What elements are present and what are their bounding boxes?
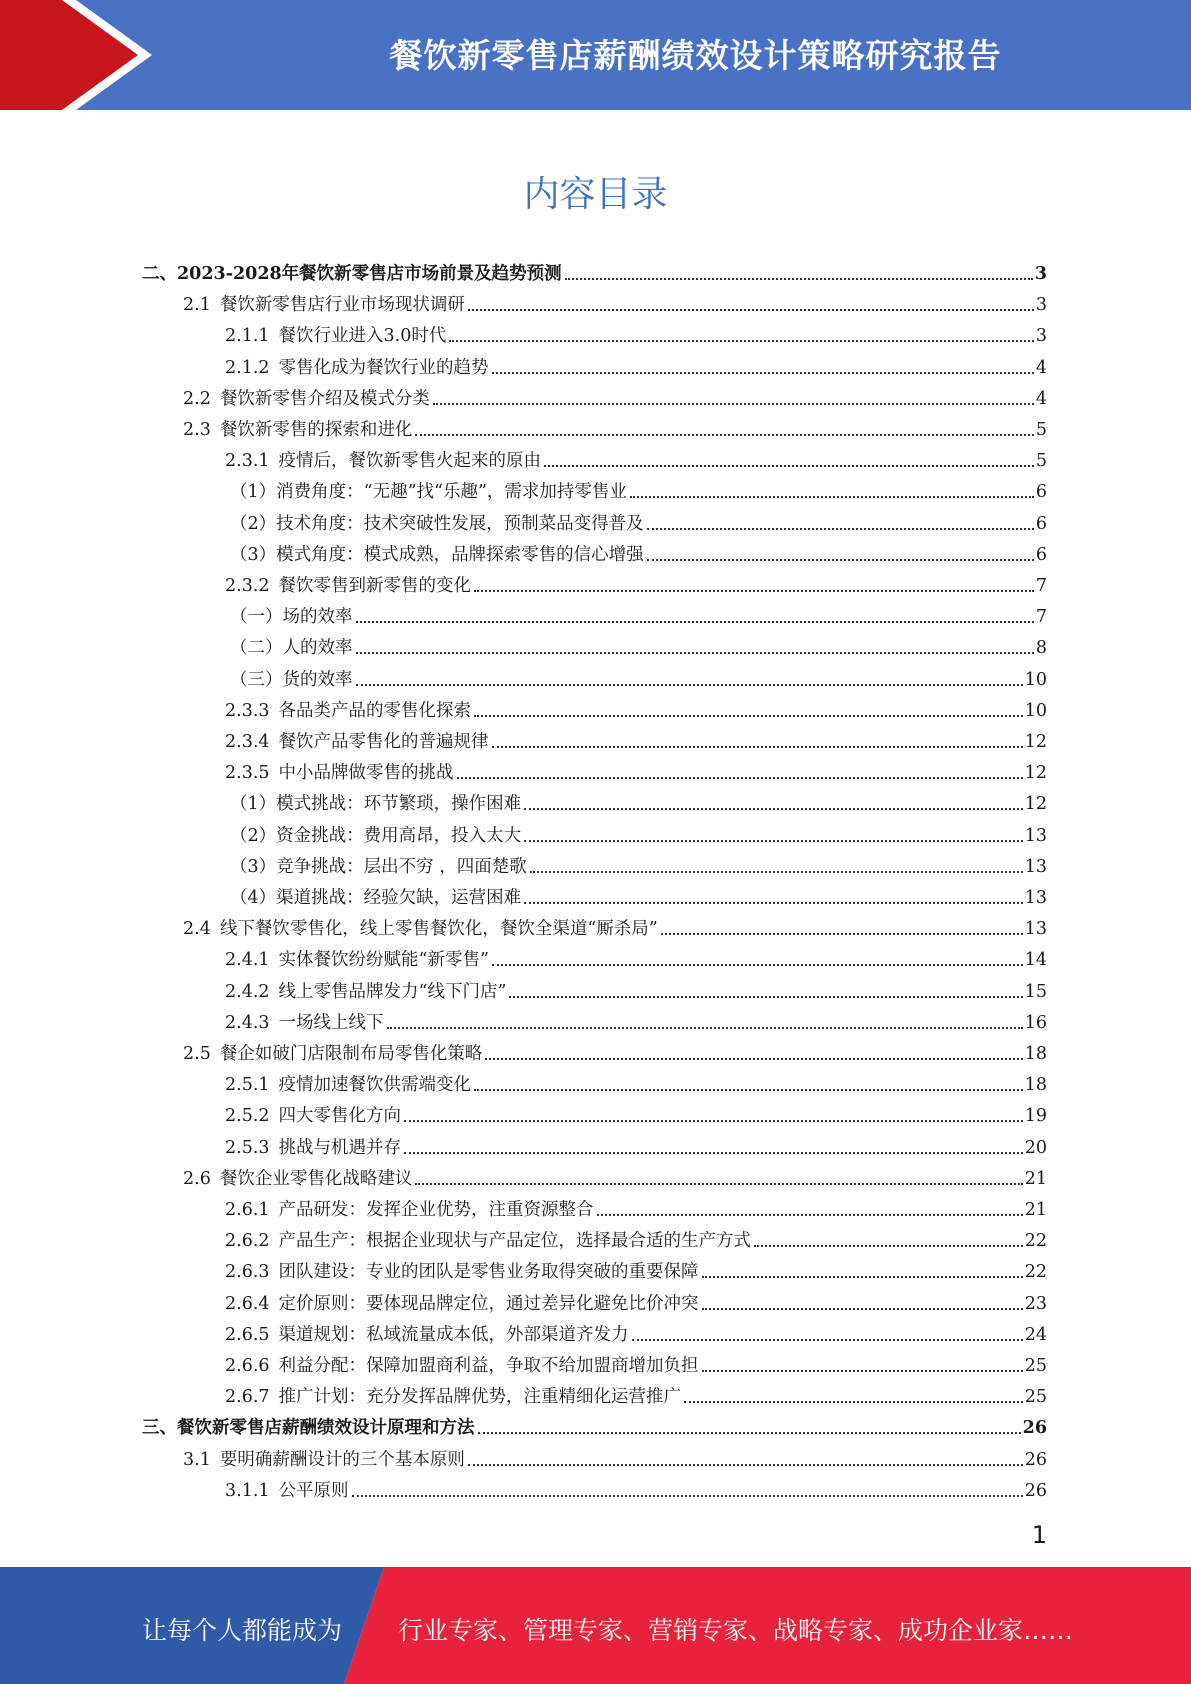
toc-entry-page: 5 [1035,451,1047,472]
toc-entry-number: 2.6.6 [225,1356,270,1376]
toc-entry-number: 2.6.5 [225,1324,270,1345]
toc-entry-text: 要明确薪酬设计的三个基本原则 [219,1449,465,1470]
toc-entry-label [225,1230,751,1252]
toc-entry[interactable] [183,379,1047,410]
toc-entry[interactable] [225,1252,1047,1283]
toc-entry-page: 10 [1024,669,1047,690]
toc-entry-text: 餐饮新零售的探索和进化 [219,420,413,440]
toc-entry-page: 18 [1024,1075,1047,1096]
toc-entry-label [225,1293,699,1315]
toc-entry-page: 25 [1024,1356,1047,1376]
footer-slogan-right: 行业专家、管理专家、营销专家、战略专家、成功企业家…… [398,1616,1074,1645]
toc-entry-number: 2.6.1 [225,1200,270,1220]
toc-entry-label [230,606,353,628]
toc-entry-label [225,700,471,722]
toc-entry-number: 3.1 [183,1449,211,1470]
toc-entry-text: 三、餐饮新零售店薪酬绩效设计原理和方法 [142,1418,475,1439]
toc-dot-leader [352,1495,1023,1497]
toc-entry-label [183,1168,412,1190]
toc-entry-text: （2）资金挑战：费用高昂，投入太大 [230,825,522,846]
toc-entry-page: 19 [1024,1106,1047,1127]
toc-entry-label [225,357,489,379]
toc-entry-page: 7 [1035,607,1047,628]
toc-entry-label [225,1480,349,1502]
toc-entry-label [230,887,521,909]
toc-entry-text: 产品生产：根据企业现状与产品定位，选择最合适的生产方式 [278,1231,752,1252]
toc-entry-page: 15 [1024,981,1047,1002]
toc-entry[interactable] [225,1284,1047,1315]
report-title: 餐饮新零售店薪酬绩效设计策略研究报告 [389,36,1002,75]
toc-entry[interactable] [225,1315,1047,1346]
toc-entry-text: （3）竞争挑战：层出不穷 ，四面楚歌 [230,856,527,877]
toc-entry[interactable] [225,1471,1047,1502]
toc-entry-page: 10 [1024,700,1047,721]
toc-entry-text: 疫情加速餐饮供需端变化 [278,1075,472,1096]
toc-entry[interactable] [230,597,1047,628]
toc-entry[interactable] [230,660,1047,691]
toc-dot-leader [492,372,1034,374]
toc-entry-label [142,1417,475,1439]
toc-entry-number: 2.3.5 [225,763,270,784]
toc-dot-leader [632,1339,1023,1341]
toc-entry[interactable] [225,1346,1047,1377]
toc-entry-page: 21 [1024,1168,1047,1189]
toc-entry-label [225,949,489,971]
toc-entry-text: 餐饮产品零售化的普遍规律 [278,732,489,752]
toc-entry-label [225,1074,471,1096]
toc-dot-leader [630,496,1034,498]
toc-entry-number: 2.6 [183,1168,211,1189]
toc-dot-leader [478,1432,1021,1434]
toc-dot-leader [387,1027,1023,1029]
toc-entry-page: 22 [1024,1262,1047,1283]
toc-dot-leader [524,808,1023,810]
toc-entry[interactable] [230,878,1047,909]
toc-entry-text: （3）模式角度：模式成熟，品牌探索零售的信心增强 [230,544,644,565]
toc-entry[interactable] [183,285,1047,316]
toc-entry[interactable] [225,1003,1047,1034]
toc-entry-page: 3 [1034,264,1047,284]
toc-entry-label [225,450,541,472]
toc-entry-text: 线下餐饮零售化，线上零售餐饮化，餐饮全渠道“厮杀局” [219,919,658,940]
toc-entry-text: 公平原则 [278,1480,349,1501]
toc-dot-leader [485,1058,1022,1060]
toc-dot-leader [544,465,1034,467]
toc-entry-page: 12 [1024,732,1047,752]
toc-entry-number: 2.1.2 [225,357,270,378]
toc-entry-text: （4）渠道挑战：经验欠缺，运营困难 [230,888,522,908]
toc-entry-label [183,1043,482,1065]
toc-entry-label [225,762,454,784]
toc-dot-leader [404,1120,1023,1122]
toc-entry-text: 利益分配：保障加盟商利益，争取不给加盟商增加负担 [278,1356,699,1376]
toc-entry-label [183,918,658,940]
toc-entry[interactable] [225,940,1047,971]
toc-entry-text: 二、2023-2028年餐饮新零售店市场前景及趋势预测 [142,264,562,284]
toc-dot-leader [468,309,1034,311]
toc-entry-text: （二）人的效率 [230,638,353,659]
toc-entry[interactable] [225,1190,1047,1221]
toc-entry-number: 2.3.1 [225,451,270,472]
toc-entry-label [225,1105,401,1127]
toc-entry-page: 13 [1024,919,1047,940]
toc-entry-page: 4 [1035,357,1047,378]
toc-entry-number: 2.3.2 [225,576,270,596]
header-banner [0,0,1191,110]
toc-entry-label [225,575,471,597]
toc-entry-number: 2.5 [183,1044,211,1064]
toc-entry-number: 2.6.4 [225,1293,270,1314]
toc-entry-page: 6 [1035,544,1047,565]
toc-entry-number: 2.5.3 [225,1137,270,1158]
toc-entry[interactable] [230,847,1047,878]
toc-entry-number: 2.6.3 [225,1262,270,1283]
toc-entry-text: 中小品牌做零售的挑战 [278,763,454,784]
toc-entry-text: 餐饮新零售店行业市场现状调研 [219,295,465,316]
toc-entry-label [230,669,353,691]
toc-entry-text: 定价原则：要体现品牌定位，通过差异化避免比价冲突 [278,1293,699,1314]
toc-entry-label [225,731,489,753]
footer-banner [0,1567,1191,1684]
toc-dot-leader [415,1183,1022,1185]
toc-entry-label [230,637,353,659]
toc-entry-text: 推广计划：充分发挥品牌优势，注重精细化运营推广 [278,1387,682,1408]
toc-dot-leader [492,964,1023,966]
toc-entry-label [225,981,506,1003]
toc-entry-number: 2.4.3 [225,1012,270,1033]
toc-entry-text: 产品研发：发挥企业优势，注重资源整合 [278,1200,594,1220]
toc-entry-page: 13 [1024,825,1047,846]
toc-entry-page: 6 [1035,482,1047,503]
toc-dot-leader [702,1308,1023,1310]
toc-entry-text: 餐饮企业零售化战略建议 [219,1168,413,1189]
toc-entry-number: 2.3.4 [225,732,270,752]
header-arrow-decoration [0,0,160,110]
toc-entry-number: 2.5.2 [225,1106,270,1127]
toc-dot-leader [597,1214,1023,1216]
toc-entry-number: 2.6.2 [225,1231,270,1252]
toc-entry-text: 零售化成为餐饮行业的趋势 [278,357,489,378]
toc-dot-leader [684,1401,1023,1403]
toc-entry-number: 2.4.1 [225,950,270,971]
toc-dot-leader [702,1370,1023,1372]
toc-entry[interactable] [225,441,1047,472]
toc-dot-leader [404,1152,1023,1154]
toc-dot-leader [524,902,1023,904]
toc-entry-label [225,325,446,347]
toc-entry-label [183,1449,465,1471]
toc-entry-text: （1）模式挑战：环节繁琐，操作困难 [230,794,522,815]
toc-entry-text: （三）货的效率 [230,669,353,690]
toc-entry[interactable] [183,909,1047,940]
toc-entry-label [225,1261,699,1283]
toc-entry-page: 24 [1024,1324,1047,1345]
toc-dot-leader [433,403,1034,405]
toc-entry-text: 线上零售品牌发力“线下门店” [278,981,507,1002]
toc-entry-label [230,856,527,878]
toc-entry-page: 21 [1024,1200,1047,1220]
toc-entry-label [230,481,627,503]
toc-entry[interactable] [225,1221,1047,1252]
toc-entry-page: 16 [1024,1012,1047,1033]
toc-entry[interactable] [142,254,1047,285]
toc-entry-page: 3 [1035,326,1047,347]
toc-entry-number: 2.1.1 [225,326,270,347]
toc-entry-page: 7 [1035,576,1047,596]
toc-entry-label [225,1355,699,1377]
footer-slogan-left: 让每个人都能成为 [142,1616,343,1645]
toc-entry-text: 渠道规划：私域流量成本低，外部渠道齐发力 [278,1324,629,1345]
toc-dot-leader [565,278,1033,280]
toc-dot-leader [530,871,1023,873]
toc-entry-label [225,1199,594,1221]
toc-entry[interactable] [225,348,1047,379]
toc-entry[interactable] [225,1096,1047,1127]
toc-entry-page: 26 [1024,1480,1047,1501]
toc-dot-leader [754,1245,1023,1247]
toc-dot-leader [474,1089,1023,1091]
toc-entry[interactable] [225,1128,1047,1159]
toc-entry[interactable] [230,628,1047,659]
toc-entry-page: 26 [1024,1449,1047,1470]
toc-dot-leader [647,559,1034,561]
toc-entry-page: 3 [1035,295,1047,316]
toc-entry-number: 2.3.3 [225,700,270,721]
toc-entry-label [225,1386,681,1408]
toc-entry-page: 13 [1024,856,1047,877]
toc-entry[interactable] [225,1065,1047,1096]
toc-entry[interactable] [183,1159,1047,1190]
toc-entry-page: 13 [1024,888,1047,908]
toc-entry-number: 2.4.2 [225,981,270,1002]
toc-dot-leader [356,652,1034,654]
toc-entry-text: 疫情后，餐饮新零售火起来的原由 [278,451,542,472]
toc-dot-leader [474,715,1023,717]
toc-entry-label [183,388,430,410]
toc-entry[interactable] [225,566,1047,597]
toc-entry-text: （2）技术角度：技术突破性发展，预制菜品变得普及 [230,513,644,534]
toc-entry-text: （一）场的效率 [230,607,353,628]
toc-dot-leader [474,590,1034,592]
toc-entry-label [230,513,644,535]
toc-entry-label [225,1012,384,1034]
toc-entry[interactable] [225,1377,1047,1408]
toc-entry[interactable] [230,784,1047,815]
toc-entry-label [230,793,521,815]
toc-entry-text: 餐饮零售到新零售的变化 [278,576,472,596]
toc-entry-text: 实体餐饮纷纷赋能“新零售” [278,950,489,971]
toc-entry-page: 18 [1024,1044,1047,1064]
toc-entry-text: 团队建设：专业的团队是零售业务取得突破的重要保障 [278,1262,699,1283]
toc-entry-number: 2.5.1 [225,1075,270,1096]
toc-entry-page: 4 [1035,388,1047,409]
toc-entry-text: 四大零售化方向 [278,1106,402,1127]
toc-dot-leader [468,1464,1023,1466]
toc-dot-leader [661,933,1023,935]
toc-entry-label [142,263,562,285]
toc-dot-leader [509,996,1022,998]
toc-entry-label [225,1137,401,1159]
toc-entry[interactable] [230,535,1047,566]
toc-entry-number: 3.1.1 [225,1480,270,1501]
toc-entry-text: 餐饮行业进入3.0时代 [278,326,447,347]
toc-entry-label [183,419,412,441]
toc-entry-page: 6 [1035,513,1047,534]
toc-entry-text: 一场线上线下 [278,1012,384,1033]
toc-entry-page: 26 [1022,1418,1047,1439]
toc-entry-page: 20 [1024,1137,1047,1158]
toc-entry[interactable] [230,816,1047,847]
toc-entry-page: 8 [1035,638,1047,659]
toc-entry[interactable] [183,1034,1047,1065]
toc-entry-page: 12 [1024,794,1047,815]
toc-entry[interactable] [230,472,1047,503]
toc-entry[interactable] [225,722,1047,753]
toc-entry-text: （1）消费角度：“无趣”找“乐趣”，需求加持零售业 [230,482,627,503]
page-number: 1 [1031,1521,1047,1549]
toc-dot-leader [492,746,1023,748]
toc-dot-leader [415,434,1034,436]
toc-entry-page: 22 [1024,1231,1047,1252]
toc-entry-page: 23 [1024,1293,1047,1314]
toc-entry[interactable] [230,504,1047,535]
toc-entry-number: 2.2 [183,388,211,409]
toc-entry[interactable] [225,316,1047,347]
toc-dot-leader [449,340,1033,342]
toc-entry-number: 2.3 [183,420,211,440]
toc-entry-page: 5 [1035,420,1047,440]
toc-entry-label [225,1324,629,1346]
toc-entry-page: 25 [1024,1387,1047,1408]
toc-dot-leader [356,621,1034,623]
toc-entry-number: 2.6.7 [225,1387,270,1408]
toc-entry-page: 14 [1024,950,1047,971]
toc-entry-text: 餐饮新零售介绍及模式分类 [219,388,430,409]
toc-entry[interactable] [183,1440,1047,1471]
toc-entry-page: 12 [1024,763,1047,784]
toc-entry[interactable] [225,972,1047,1003]
toc-entry-label [183,294,465,316]
toc-dot-leader [457,777,1023,779]
toc-dot-leader [356,684,1023,686]
toc-entry-label [230,825,521,847]
toc-entry-number: 2.4 [183,919,211,940]
toc-entry-label [230,544,644,566]
toc-entry-text: 餐企如破门店限制布局零售化策略 [219,1044,483,1064]
toc-dot-leader [647,528,1034,530]
toc-dot-leader [702,1276,1023,1278]
toc-entry-text: 各品类产品的零售化探索 [278,700,472,721]
toc-entry-number: 2.1 [183,295,211,316]
toc-title: 内容目录 [523,174,668,215]
toc-entry-text: 挑战与机遇并存 [278,1137,402,1158]
toc-dot-leader [524,840,1023,842]
toc-entry[interactable] [142,1408,1047,1439]
toc-entry[interactable] [225,753,1047,784]
toc-entry[interactable] [225,691,1047,722]
toc-entry[interactable] [183,410,1047,441]
